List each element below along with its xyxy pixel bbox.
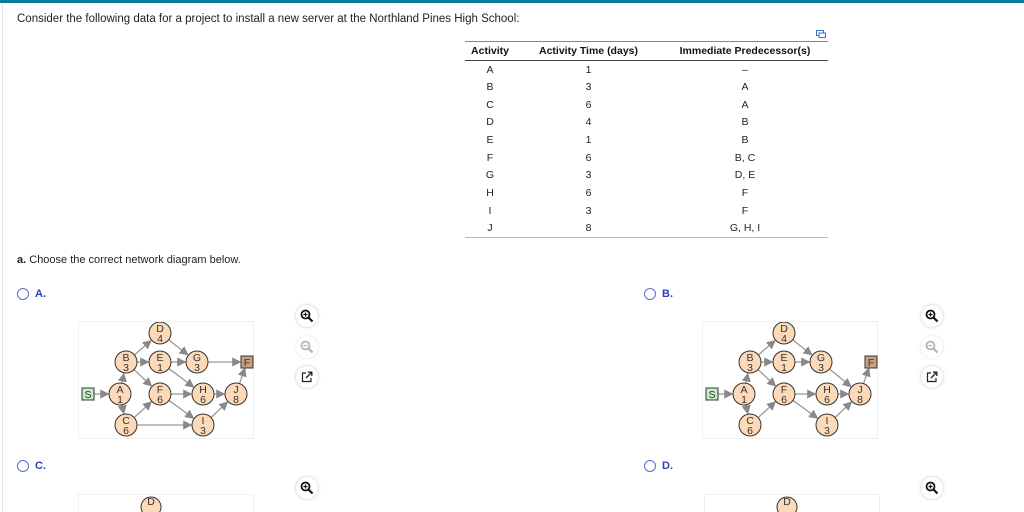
- svg-text:D: D: [780, 323, 788, 335]
- svg-text:6: 6: [781, 394, 787, 406]
- activity-node-j: [849, 383, 871, 406]
- edge-I-J: [835, 402, 851, 417]
- activity-node-e: [149, 351, 171, 374]
- cell-activity: C: [486, 98, 494, 111]
- svg-text:S: S: [708, 389, 716, 401]
- svg-text:F: F: [156, 384, 164, 396]
- svg-text:8: 8: [233, 394, 239, 406]
- radio-circle-icon[interactable]: [644, 460, 656, 472]
- svg-text:4: 4: [157, 333, 163, 345]
- cell-activity-time: 3: [585, 81, 592, 94]
- activity-node-b: [739, 351, 761, 374]
- table-row: [465, 61, 828, 79]
- edge-B-F: [758, 370, 775, 386]
- cell-activity-time: 6: [585, 151, 592, 164]
- edge-C-F: [758, 402, 775, 418]
- cell-predecessors: A: [741, 81, 749, 94]
- option-c-radio[interactable]: [17, 460, 46, 472]
- zoom-in-button-c[interactable]: [296, 477, 318, 499]
- svg-text:F: F: [867, 357, 875, 369]
- table-row: [465, 202, 828, 220]
- network-diagram-b-graph: [703, 322, 879, 440]
- activity-table: [465, 41, 828, 238]
- svg-text:A: A: [116, 384, 124, 396]
- cell-activity: F: [486, 151, 494, 164]
- zoom-in-icon: [925, 481, 939, 495]
- edge-B-F: [134, 370, 151, 386]
- zoom-out-button-a[interactable]: [296, 336, 318, 358]
- activity-node-c: [739, 414, 761, 437]
- top-accent-bar: [0, 0, 1024, 3]
- edge-B-D: [758, 341, 775, 355]
- header-activity: Activity: [465, 42, 515, 61]
- zoom-out-button-b[interactable]: [921, 336, 943, 358]
- table-row: [465, 149, 828, 167]
- svg-text:I: I: [825, 415, 829, 427]
- svg-text:B: B: [746, 352, 754, 364]
- network-diagram-c: [78, 494, 254, 512]
- zoom-in-icon: [925, 309, 939, 323]
- network-diagram-c-partial: [79, 495, 255, 512]
- zoom-in-button-a[interactable]: [296, 305, 318, 327]
- svg-text:B: B: [122, 352, 130, 364]
- svg-text:E: E: [780, 352, 788, 364]
- option-d-label: D.: [662, 460, 673, 472]
- cell-predecessors: –: [742, 63, 748, 76]
- edge-G-J: [830, 369, 851, 386]
- zoom-out-icon: [300, 340, 314, 354]
- finish-node: [241, 356, 253, 369]
- svg-text:F: F: [780, 384, 788, 396]
- svg-text:6: 6: [200, 394, 206, 406]
- open-in-new-window-icon: [926, 371, 938, 383]
- svg-text:E: E: [156, 352, 164, 364]
- cell-activity: B: [486, 81, 494, 94]
- network-diagram-d-partial: [705, 495, 881, 512]
- cell-activity-time: 1: [585, 63, 592, 76]
- radio-circle-icon[interactable]: [17, 288, 29, 300]
- zoom-in-button-b[interactable]: [921, 305, 943, 327]
- cell-predecessors: F: [741, 204, 749, 217]
- table-row: [465, 114, 828, 132]
- network-diagram-a: [78, 321, 254, 439]
- edge-A-B: [122, 374, 124, 383]
- activity-node-a: [109, 383, 131, 406]
- option-d-radio[interactable]: [644, 460, 673, 472]
- svg-text:6: 6: [747, 425, 753, 437]
- svg-text:D: D: [156, 323, 164, 335]
- cell-activity-time: 3: [585, 169, 592, 182]
- svg-text:6: 6: [157, 394, 163, 406]
- table-row: [465, 131, 828, 149]
- cell-activity: A: [486, 63, 494, 76]
- option-c-label: C.: [35, 460, 46, 472]
- zoom-in-icon: [300, 309, 314, 323]
- activity-node-j: [225, 383, 247, 406]
- edge-J-FIN: [864, 369, 869, 384]
- svg-text:G: G: [192, 352, 202, 364]
- edge-A-B: [746, 374, 748, 383]
- part-a-text: Choose the correct network diagram below.: [26, 254, 241, 266]
- part-a-prompt: [17, 254, 241, 266]
- option-b-radio[interactable]: [644, 288, 673, 300]
- activity-node-a: [733, 383, 755, 406]
- edge-A-C: [122, 405, 124, 413]
- network-diagram-a-graph: [79, 322, 255, 440]
- cell-activity-time: 6: [585, 98, 592, 111]
- svg-text:3: 3: [200, 425, 206, 437]
- zoom-in-button-d[interactable]: [921, 477, 943, 499]
- svg-text:3: 3: [123, 362, 129, 374]
- edge-F-I: [169, 400, 193, 418]
- cell-activity: I: [488, 204, 492, 217]
- cell-predecessors: B: [741, 116, 749, 129]
- cell-predecessors: B, C: [734, 151, 756, 164]
- table-row: [465, 220, 828, 238]
- activity-node-d: [773, 322, 795, 345]
- activity-node-e: [773, 351, 795, 374]
- svg-text:I: I: [201, 415, 205, 427]
- start-node: [82, 388, 94, 401]
- cell-predecessors: F: [741, 187, 749, 200]
- edge-F-I: [793, 400, 817, 418]
- svg-text:G: G: [816, 352, 826, 364]
- part-a-label: a.: [17, 254, 27, 266]
- edge-D-G: [793, 340, 812, 355]
- edge-B-D: [134, 341, 151, 355]
- radio-circle-icon[interactable]: [17, 460, 29, 472]
- activity-node-i: [192, 414, 214, 437]
- cell-predecessors: A: [741, 98, 749, 111]
- start-node: [706, 388, 718, 401]
- network-diagram-b: [702, 321, 878, 439]
- edge-J-FIN: [240, 369, 245, 384]
- svg-text:8: 8: [857, 394, 863, 406]
- cell-activity: J: [465, 220, 515, 238]
- svg-text:D: D: [783, 496, 791, 508]
- table-row: [465, 78, 828, 96]
- open-in-new-window-icon: [301, 371, 313, 383]
- svg-text:3: 3: [747, 362, 753, 374]
- svg-text:1: 1: [781, 362, 787, 374]
- cell-predecessors: D, E: [734, 169, 756, 182]
- svg-text:D: D: [147, 496, 155, 508]
- svg-text:4: 4: [781, 333, 787, 345]
- cell-activity-time: 3: [585, 204, 592, 217]
- cell-activity: D: [486, 116, 494, 129]
- finish-node: [865, 356, 877, 369]
- svg-text:3: 3: [194, 362, 200, 374]
- table-row: [465, 167, 828, 185]
- edge-D-G: [169, 340, 188, 355]
- cell-predecessors: B: [741, 134, 749, 147]
- cell-activity-time: 4: [585, 116, 592, 129]
- svg-text:1: 1: [741, 394, 747, 406]
- radio-circle-icon[interactable]: [644, 288, 656, 300]
- table-row: [465, 96, 828, 114]
- svg-text:H: H: [823, 384, 831, 396]
- svg-text:J: J: [857, 384, 863, 396]
- open-new-window-button-a[interactable]: [296, 366, 318, 388]
- svg-text:3: 3: [818, 362, 824, 374]
- table-row: [465, 184, 828, 202]
- cell-activity: H: [486, 187, 494, 200]
- left-border: [2, 3, 3, 512]
- activity-node-i: [816, 414, 838, 437]
- svg-text:6: 6: [824, 394, 830, 406]
- activity-node-h: [816, 383, 838, 406]
- option-a-radio[interactable]: [17, 288, 46, 300]
- option-a-label: A.: [35, 288, 46, 300]
- activity-node-c: [115, 414, 137, 437]
- cell-activity: G: [485, 169, 495, 182]
- activity-node-f: [773, 383, 795, 406]
- question-intro: Consider the following data for a project to install a new server at the Northland Pines High School:: [17, 13, 520, 25]
- activity-node-b: [115, 351, 137, 374]
- svg-text:S: S: [84, 389, 92, 401]
- activity-node-d: [149, 322, 171, 345]
- svg-text:C: C: [122, 415, 130, 427]
- edge-C-F: [134, 402, 151, 418]
- svg-text:1: 1: [117, 394, 123, 406]
- svg-text:C: C: [746, 415, 754, 427]
- cell-activity: E: [486, 134, 494, 147]
- zoom-out-icon: [925, 340, 939, 354]
- header-predecessors: Immediate Predecessor(s): [662, 42, 828, 61]
- header-activity-time: Activity Time (days): [515, 42, 662, 61]
- network-diagram-d: [704, 494, 880, 512]
- svg-text:3: 3: [824, 425, 830, 437]
- cell-activity-time: 1: [585, 134, 592, 147]
- cell-predecessors: G, H, I: [662, 220, 828, 238]
- activity-node-h: [192, 383, 214, 406]
- open-new-window-button-b[interactable]: [921, 366, 943, 388]
- activity-node-g: [810, 351, 832, 374]
- svg-text:A: A: [740, 384, 748, 396]
- cell-activity-time: 8: [515, 220, 662, 238]
- svg-text:1: 1: [157, 362, 163, 374]
- svg-text:H: H: [199, 384, 207, 396]
- svg-text:J: J: [233, 384, 239, 396]
- zoom-in-icon: [300, 481, 314, 495]
- cell-activity-time: 6: [585, 187, 592, 200]
- expand-table-icon[interactable]: [816, 30, 826, 38]
- edge-A-C: [746, 405, 748, 413]
- svg-text:6: 6: [123, 425, 129, 437]
- activity-node-f: [149, 383, 171, 406]
- option-b-label: B.: [662, 288, 673, 300]
- activity-node-g: [186, 351, 208, 374]
- svg-text:F: F: [243, 357, 251, 369]
- edge-I-J: [211, 402, 227, 417]
- edge-E-H: [169, 369, 194, 387]
